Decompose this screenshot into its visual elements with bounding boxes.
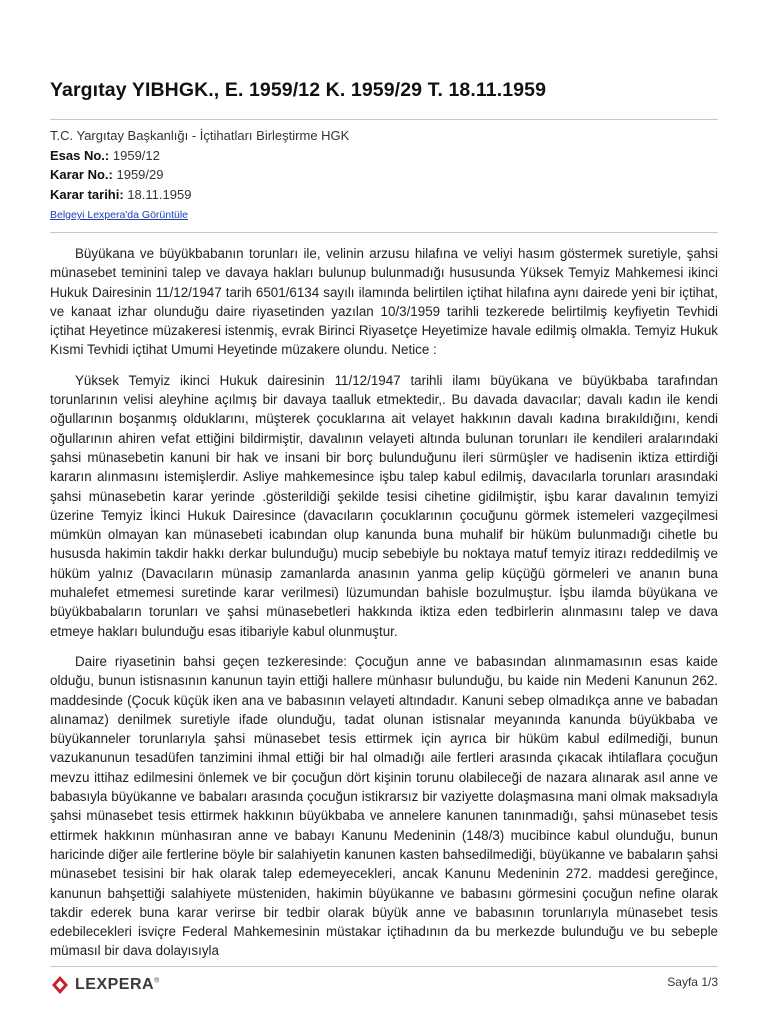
tarih-row	[50, 185, 349, 205]
paragraph: Yüksek Temyiz ikinci Hukuk dairesinin 11/12/1947 tarihli ilamı büyükana ve büyükbaba tarafından torunlarının velisi aleyhine açılmış bir davaya taalluk etmektedir,. Bu davada davacılar; davalı kadın ile kendi oğullarının boşanmış olduklarını, müşterek çocuklarına ait velayet hakkının davalı kadına bırakıldığını, kendi oğullarının ahiren vefat ettiğini bildirmiştir, davalının velayeti altında bulunan torunları ile kendileri aralarındaki şahsi münasebetin kanuni bir hak ve insani bir borç bulunduğunu ileri sürmüşler ve hadisenin iktiza ettirdiği kararın alınmasını istemişlerdir. Asliye mahkemesince işbu talep kabul edilmiş, davacılarla torunları arasındaki şahsi münasebetin karar yerinde .gösterildiği şekilde tesisi cihetine gidilmiştir, işbu karar davalının temyizi üzerine Temyiz İkinci Hukuk Dairesince (davacıların çocuklarının çocuğunu görmek istemeleri vazgeçilmesi mümkün olmayan kan münasebeti icabından olup kanunda buna muhalif bir hüküm bulunmadığı cihetle bu hususda hakimin takdir hakkı derkar bulunduğu) mucip sebebiyle bu noktaya matuf temyiz itirazı reddedilmiş ve hüküm yalnız (Davacıların münasip zamanlarda anasının yanma gelip küçüğü görmeleri ve ananın buna muhalefet etmemesi suretinde karar verilmesi) lüzumundan bahisle bozulmuştur. İşbu ilamda büyükana ve büyükbabaların torunları ve şahsi münasebetleri hakkında iktiza eden tedbirlerin alınmasını talep ve dava etmeye hakları bulunduğu esas itibariyle kabul olunmuştur.	[50, 372, 718, 639]
court-name: T.C. Yargıtay Başkanlığı - İçtihatları Birleştirme HGK	[50, 128, 350, 143]
karar-row	[50, 165, 349, 185]
esas-label: Esas No.:	[50, 147, 110, 163]
divider-middle	[50, 232, 718, 233]
document-title: Yargıtay YIBHGK., E. 1959/12 K. 1959/29 T. 18.11.1959	[50, 79, 547, 101]
view-in-lexpera-link[interactable]: Belgeyi Lexpera'da Görüntüle	[50, 209, 189, 221]
esas-value: 1959/12	[112, 147, 160, 163]
meta-block	[50, 126, 349, 226]
tarih-label: Karar tarihi:	[50, 186, 124, 202]
divider-footer	[50, 966, 718, 967]
tarih-value: 18.11.1959	[127, 186, 192, 202]
document-body	[50, 244, 718, 959]
lexpera-logo-icon	[50, 975, 70, 995]
brand-text: LEXPERA	[75, 976, 155, 993]
lexpera-logo	[50, 975, 160, 995]
karar-value: 1959/29	[116, 167, 164, 182]
link-row	[50, 204, 349, 226]
brand-name	[75, 976, 160, 994]
brand-trademark: ®	[154, 977, 160, 985]
karar-label: Karar No.:	[50, 167, 113, 182]
document-page	[50, 0, 718, 1024]
page-number: Sayfa 1/3	[667, 975, 718, 989]
paragraph: Büyükana ve büyükbabanın torunları ile, velinin arzusu hilafına ve veliyi hasım göstermek suretiyle, şahsi münasebet teminini talep ve davaya hakları bulunup bulunmadığı hususunda Yüksek Temyiz Mahkemesi ikinci Hukuk Dairesinin 11/12/1947 tarih 6501/6134 sayılı ilamında belirtilen içtihat hilafına aynı dairede yeni bir içtihat, ve kanaat izhar olunduğu daire riyasetinden yazılan 10/3/1959 tarihli tezkerede belirtilmiş keyfiyetin Tevhidi içtihat Heyetince müzakeresi istenmiş, evrak Birinci Riyasetçe Heyetimize havale edilmiş olmakla. Temyiz Hukuk Kısmi Tevhidi içtihat Umumi Heyetinde müzakere olundu. Netice :	[50, 246, 718, 358]
esas-row	[50, 146, 349, 166]
divider-top	[50, 119, 718, 120]
paragraph: Daire riyasetinin bahsi geçen tezkeresinde: Çocuğun anne ve babasından alınmamasının esas kaide olduğu, bunun istisnasının kanunun tayin ettiği hallere münhasır bulunduğu, bu kaide nin Medeni Kanunun 262. maddesinde (Çocuk küçük iken ana ve babasının velayeti altındadır. Kanuni sebep olmadıkça anne ve babadan alınamaz) denilmek suretiyle ifade olunduğu, tadat olunan istisnalar meyanında kanunda büyükbaba ve büyükanneler torunlarıyla şahsi münasebet tesis ettirmek için ayrıca bir hüküm kabul edilmediği, bunun vazukanunun tesadüfen tanzimini ihmal ettiği bir hal olmadığı aile fertleri arasında çıkacak ihtilaflara çocuğun mevzu ittihaz edilmesini önlemek ve bir çocuğun dört kişinin torunu olabileceği de nazara alınarak asıl anne ve babasıyla büyükanne ve babaları arasında çocuğun istikrarsız bir vaziyette dolaşmasına mani olmak maksadıyla şahsi münasebet tesis ettirmek hakkının büyükbaba ve annelere kanunen tanınmadığı, şahsi münasebet tesis ettirmek hakkının münhasıran anne ve babayı Kanunu Medeninin (148/3) mucibince kabul olunduğu, bunun haricinde diğer aile fertlerine böyle bir salahiyetin kanunen kasten bahsedilmediği, büyükanne ve babaların şahsi münasebet tesisini bir hak olarak talep edemeyecekleri, ancak Kanunu Medeninin 272. maddesi gereğince, kanunun bahşettiği salahiyete müsteniden, hakimin büyükanne ve babasını görmesini çocuğun nefine olarak takdir ederek buna karar verirse bir tedbir olarak büyük anne ve babasının torunlarıyla münasebet tesis edebilecekleri isviçre Federal Mahkemesinin müstakar içtihadının da bu merkezde bulunduğu ve bu sebeple mümasıl bir dava dolayısıyla	[50, 653, 718, 959]
